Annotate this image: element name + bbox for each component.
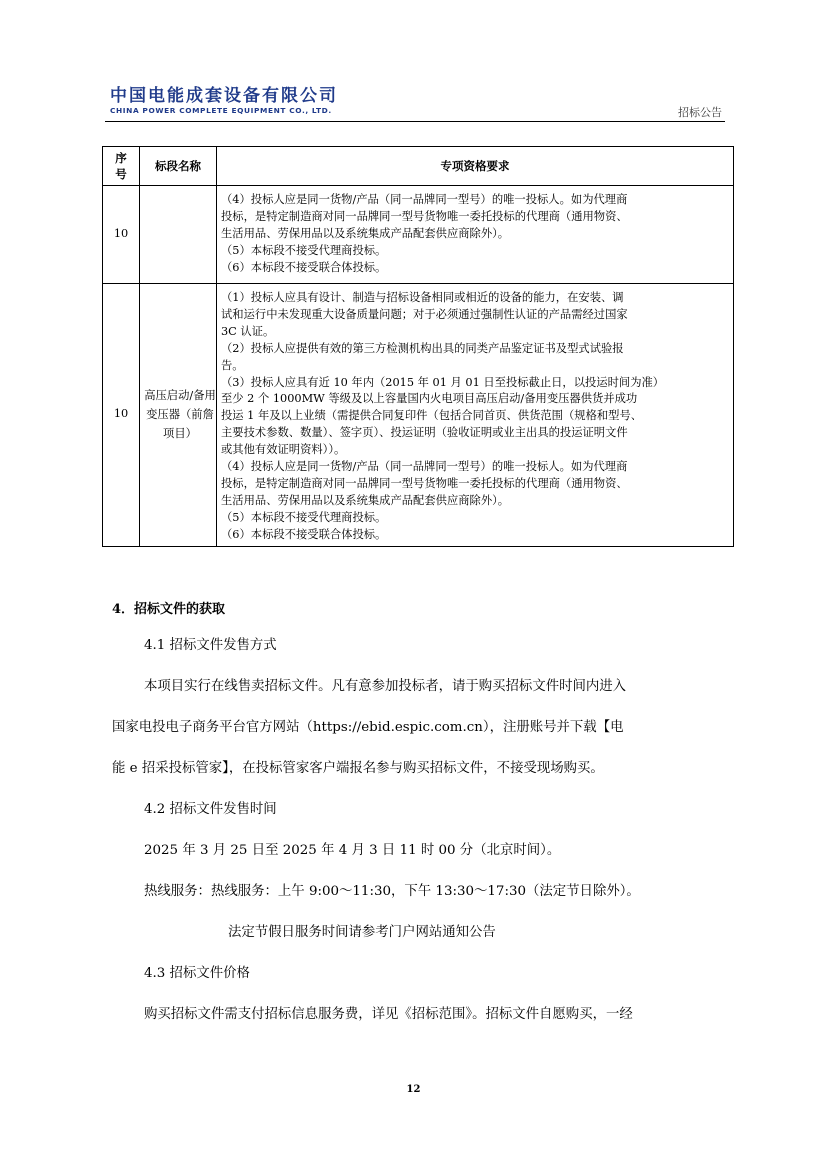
req-line: （4）投标人应是同一货物/产品（同一品牌同一型号）的唯一投标人。如为代理商 — [221, 460, 628, 474]
hotline-service: 热线服务：热线服务：上午 9:00～11:30，下午 13:30～17:30（法定节日除外）。 — [144, 884, 640, 899]
table-row — [103, 284, 734, 547]
table-row — [103, 186, 734, 284]
req-line: （6）本标段不接受联合体投标。 — [221, 260, 387, 274]
req-line: 告。 — [221, 358, 244, 372]
section-4-title: 4．招标文件的获取 — [112, 602, 226, 617]
page-number: 12 — [406, 1084, 421, 1095]
req-line: 生活用品、劳保用品以及系统集成产品配套供应商除外）。 — [221, 493, 510, 507]
req-line: 3C 认证。 — [221, 324, 275, 338]
qualification-table — [102, 146, 734, 547]
doc-type-label: 招标公告 — [678, 106, 722, 119]
req-line: （6）本标段不接受联合体投标。 — [221, 527, 387, 541]
row-requirements — [217, 284, 734, 547]
table-header-row — [103, 147, 734, 186]
req-line: 试和运行中未发现重大设备质量问题；对于必须通过强制性认证的产品需经过国家 — [221, 307, 628, 321]
req-line: 主要技术参数、数量）、签字页）、投运证明（验收证明或业主出具的投运证明文件 — [221, 426, 628, 440]
req-line: （4）投标人应是同一货物/产品（同一品牌同一型号）的唯一投标人。如为代理商 — [221, 193, 628, 207]
req-line: 投标，是特定制造商对同一品牌同一型号货物唯一委托投标的代理商（通用物资、 — [221, 210, 628, 224]
row-name — [140, 284, 217, 547]
row-requirements — [217, 186, 734, 284]
req-line: （2）投标人应提供有效的第三方检测机构出具的同类产品鉴定证书及型式试验报 — [221, 341, 624, 355]
row-name-text: 高压启动/备用变压器（前詹项目） — [144, 389, 216, 441]
req-line: 投运 1 年及以上业绩（需提供合同复印件（包括合同首页、供货范围（规格和型号、 — [221, 409, 643, 423]
section-4-1-paragraph: 能 e 招采投标管家】，在投标管家客户端报名参与购买招标文件，不接受现场购买。 — [112, 761, 604, 776]
req-line: （5）本标段不接受代理商投标。 — [221, 243, 387, 257]
holiday-notice: 法定节假日服务时间请参考门户网站通知公告 — [228, 925, 496, 940]
company-name-en: CHINA POWER COMPLETE EQUIPMENT CO., LTD. — [110, 106, 332, 115]
section-4-1-paragraph: 国家电投电子商务平台官方网站（https://ebid.espic.com.cn），注册账号并下载【电 — [112, 720, 624, 735]
company-logo — [110, 86, 375, 116]
row-no: 10 — [103, 186, 140, 284]
req-line: 生活用品、劳保用品以及系统集成产品配套供应商除外）。 — [221, 227, 510, 241]
req-line: （1）投标人应具有设计、制造与招标设备相同或相近的设备的能力，在安装、调 — [221, 291, 624, 304]
company-name-cn: 中国电能成套设备有限公司 — [110, 86, 338, 106]
header-divider — [105, 121, 725, 122]
section-4-2-title: 4.2 招标文件发售时间 — [144, 802, 277, 817]
req-line: （5）本标段不接受代理商投标。 — [221, 510, 387, 524]
section-4-3-title: 4.3 招标文件价格 — [144, 966, 250, 981]
header-no: 序号 — [103, 147, 140, 186]
req-line: 投标，是特定制造商对同一品牌同一型号货物唯一委托投标的代理商（通用物资、 — [221, 476, 628, 490]
section-4-1-title: 4.1 招标文件发售方式 — [144, 638, 277, 653]
req-line: （3）投标人应具有近 10 年内（2015 年 01 月 01 日至投标截止日，以投运时间为准） — [221, 375, 665, 389]
section-4-3-paragraph: 购买招标文件需支付招标信息服务费，详见《招标范围》。招标文件自愿购买，一经 — [144, 1007, 633, 1022]
req-line: 或其他有效证明资料））。 — [221, 443, 346, 457]
row-name — [140, 186, 217, 284]
req-line: 至少 2 个 1000MW 等级及以上容量国内火电项目高压启动/备用变压器供货并成功 — [221, 392, 638, 406]
row-no: 10 — [103, 284, 140, 547]
header-name: 标段名称 — [140, 147, 217, 186]
header-req: 专项资格要求 — [217, 147, 734, 186]
section-4-1-paragraph: 本项目实行在线售卖招标文件。凡有意参加投标者，请于购买招标文件时间内进入 — [144, 679, 627, 694]
sale-time: 2025 年 3 月 25 日至 2025 年 4 月 3 日 11 时 00 分（北京时间）。 — [144, 843, 561, 858]
section-4 — [112, 598, 724, 1025]
